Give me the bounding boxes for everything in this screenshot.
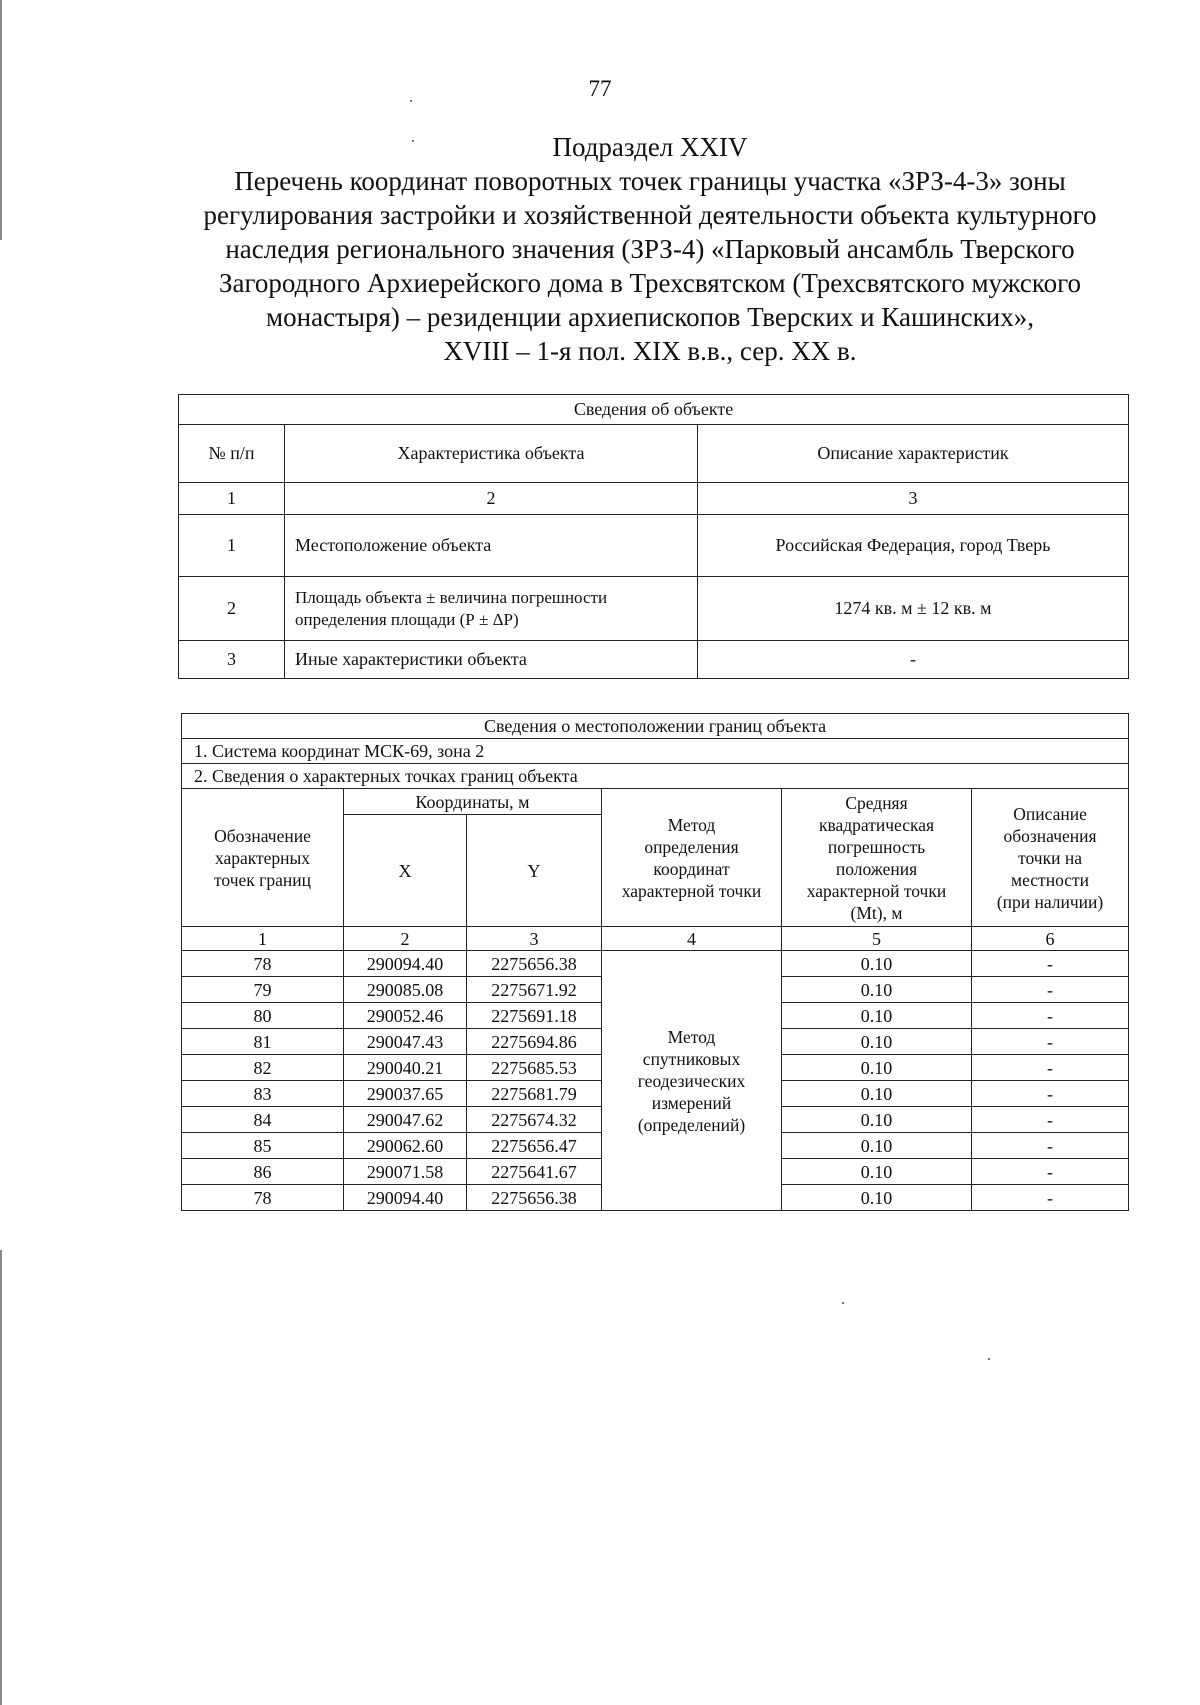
document-title	[150, 130, 1150, 368]
characteristic-line: определения площади (Р ± ΔР)	[295, 609, 519, 629]
object-info-table	[178, 394, 1129, 679]
scan-speck	[842, 1302, 844, 1304]
column-number: 3	[698, 483, 1129, 515]
point-desc: -	[972, 977, 1129, 1003]
point-x: 290040.21	[344, 1055, 467, 1081]
point-mt: 0.10	[782, 977, 972, 1003]
column-header: Описание характеристик	[698, 425, 1129, 483]
table-row	[179, 577, 1129, 641]
header-line: координат	[653, 858, 730, 879]
header-line: определения	[644, 836, 739, 857]
point-x: 290052.46	[344, 1003, 467, 1029]
scan-speck	[988, 1358, 990, 1360]
column-number: 1	[182, 927, 344, 951]
point-id: 78	[182, 1185, 344, 1211]
point-mt: 0.10	[782, 1029, 972, 1055]
column-number: 1	[179, 483, 285, 515]
point-mt: 0.10	[782, 1081, 972, 1107]
column-header: № п/п	[179, 425, 285, 483]
table-caption: Сведения о местоположении границ объекта	[182, 714, 1129, 739]
page-number: 77	[588, 76, 612, 101]
column-number: 2	[285, 483, 698, 515]
method-line: Метод	[667, 1026, 716, 1047]
table-caption: Сведения об объекте	[179, 395, 1129, 425]
point-id: 82	[182, 1055, 344, 1081]
designation-header	[182, 789, 344, 927]
boundary-location-table	[181, 713, 1129, 1211]
characteristic-line: Площадь объекта ± величина погрешности	[295, 587, 608, 607]
description-cell: 1274 кв. м ± 12 кв. м	[698, 577, 1129, 641]
x-header: X	[344, 815, 467, 927]
method-line: геодезических	[637, 1070, 746, 1091]
header-line: Метод	[667, 814, 716, 835]
header-line: точки на	[1018, 847, 1082, 868]
point-desc: -	[972, 951, 1129, 977]
method-header	[602, 789, 782, 927]
point-x: 290037.65	[344, 1081, 467, 1107]
point-x: 290085.08	[344, 977, 467, 1003]
coordinate-system: 1. Система координат МСК-69, зона 2	[182, 739, 1129, 764]
point-y: 2275656.38	[467, 1185, 602, 1211]
header-line: квадратическая	[818, 814, 935, 835]
point-mt: 0.10	[782, 1003, 972, 1029]
method-line: измерений	[651, 1092, 732, 1113]
point-mt: 0.10	[782, 1107, 972, 1133]
header-line: характерной точки	[621, 880, 762, 901]
point-y: 2275656.47	[467, 1133, 602, 1159]
point-id: 86	[182, 1159, 344, 1185]
column-number: 5	[782, 927, 972, 951]
header-line: (при наличии)	[996, 891, 1104, 912]
scan-edge-mark	[0, 0, 2, 240]
header-line: Описание	[1013, 803, 1087, 824]
point-id: 80	[182, 1003, 344, 1029]
point-x: 290071.58	[344, 1159, 467, 1185]
header-line: обозначения	[1003, 825, 1097, 846]
header-line: местности	[1011, 869, 1090, 890]
header-line: (Mt), м	[850, 902, 903, 923]
point-x: 290094.40	[344, 1185, 467, 1211]
description-header	[972, 789, 1129, 927]
table-row	[179, 515, 1129, 577]
scan-edge-mark	[0, 1250, 2, 1705]
subsection-title: Подраздел XXIV	[552, 132, 748, 162]
error-header	[782, 789, 972, 927]
description-cell: -	[698, 641, 1129, 679]
column-number: 2	[344, 927, 467, 951]
row-number: 2	[179, 577, 285, 641]
row-number: 1	[179, 515, 285, 577]
point-mt: 0.10	[782, 1055, 972, 1081]
point-y: 2275641.67	[467, 1159, 602, 1185]
header-line: Обозначение	[214, 825, 311, 846]
point-y: 2275694.86	[467, 1029, 602, 1055]
characteristic-cell: Местоположение объекта	[285, 515, 698, 577]
point-mt: 0.10	[782, 1133, 972, 1159]
point-y: 2275691.18	[467, 1003, 602, 1029]
point-y: 2275685.53	[467, 1055, 602, 1081]
point-id: 81	[182, 1029, 344, 1055]
title-line: XVIII – 1-я пол. XIX в.в., сер. XX в.	[443, 336, 857, 366]
point-id: 85	[182, 1133, 344, 1159]
coordinates-header: Координаты, м	[344, 789, 602, 815]
column-number: 4	[602, 927, 782, 951]
point-x: 290062.60	[344, 1133, 467, 1159]
point-x: 290094.40	[344, 951, 467, 977]
point-id: 78	[182, 951, 344, 977]
column-header: Характеристика объекта	[285, 425, 698, 483]
point-desc: -	[972, 1055, 1129, 1081]
title-line: регулирования застройки и хозяйственной деятельности объекта культурного	[203, 200, 1097, 230]
column-number: 3	[467, 927, 602, 951]
point-x: 290047.43	[344, 1029, 467, 1055]
header-line: точек границ	[214, 869, 311, 890]
point-mt: 0.10	[782, 951, 972, 977]
title-line: наследия регионального значения (ЗРЗ-4) «Парковый ансамбль Тверского	[225, 234, 1075, 264]
point-x: 290047.62	[344, 1107, 467, 1133]
header-line: положения	[835, 858, 918, 879]
method-line: (определений)	[637, 1114, 746, 1135]
point-y: 2275681.79	[467, 1081, 602, 1107]
header-line: характерной точки	[806, 880, 947, 901]
table-row	[182, 951, 1129, 977]
point-desc: -	[972, 1081, 1129, 1107]
point-id: 84	[182, 1107, 344, 1133]
point-y: 2275671.92	[467, 977, 602, 1003]
y-header: Y	[467, 815, 602, 927]
point-desc: -	[972, 1133, 1129, 1159]
points-caption: 2. Сведения о характерных точках границ объекта	[182, 764, 1129, 789]
title-line: Загородного Архиерейского дома в Трехсвятском (Трехсвятского мужского	[218, 268, 1081, 298]
table-row	[179, 641, 1129, 679]
header-line: Средняя	[845, 792, 908, 813]
title-line: Перечень координат поворотных точек границы участка «ЗРЗ-4-3» зоны	[234, 166, 1066, 196]
point-id: 79	[182, 977, 344, 1003]
title-line: монастыря) – резиденции архиепископов Тверских и Кашинских»,	[266, 302, 1034, 332]
characteristic-cell	[285, 577, 698, 641]
method-line: спутниковых	[642, 1048, 741, 1069]
header-line: характерных	[214, 847, 311, 868]
point-desc: -	[972, 1107, 1129, 1133]
description-cell: Российская Федерация, город Тверь	[698, 515, 1129, 577]
point-desc: -	[972, 1185, 1129, 1211]
method-cell	[602, 951, 782, 1211]
point-desc: -	[972, 1029, 1129, 1055]
point-y: 2275674.32	[467, 1107, 602, 1133]
point-desc: -	[972, 1003, 1129, 1029]
row-number: 3	[179, 641, 285, 679]
characteristic-cell: Иные характеристики объекта	[285, 641, 698, 679]
point-mt: 0.10	[782, 1159, 972, 1185]
point-y: 2275656.38	[467, 951, 602, 977]
point-desc: -	[972, 1159, 1129, 1185]
point-id: 83	[182, 1081, 344, 1107]
point-mt: 0.10	[782, 1185, 972, 1211]
header-line: погрешность	[827, 836, 926, 857]
column-number: 6	[972, 927, 1129, 951]
